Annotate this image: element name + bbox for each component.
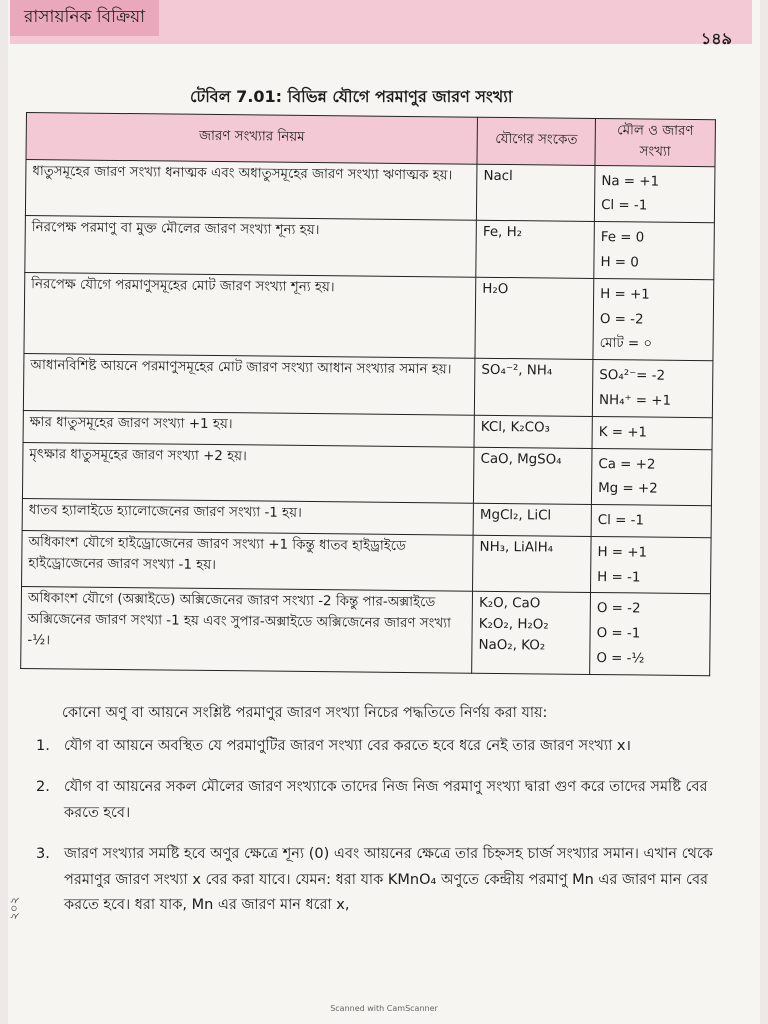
- step-item: [36, 775, 726, 826]
- chapter-title: রাসায়নিক বিক্রিয়া: [10, 0, 159, 36]
- oxidation-value-cell: [591, 448, 712, 506]
- rule-cell: নিরপেক্ষ যৌগে পরমাণুসমূহের মোট জারণ সংখ্যা শূন্য হয়।: [24, 272, 476, 358]
- oxidation-value: Cl = -1: [601, 198, 648, 214]
- oxidation-value-cell: [592, 416, 712, 449]
- step-number: 3.: [36, 846, 50, 863]
- formula-text: K₂O₂, H₂O₂: [478, 617, 549, 633]
- oxidation-value-cell: [594, 222, 715, 280]
- formula-text: SO₄⁻², NH₄: [481, 362, 553, 379]
- table-row: [25, 159, 715, 223]
- rule-cell: নিরপেক্ষ পরমাণু বা মুক্ত মৌলের জারণ সংখ্যা শূন্য হয়।: [25, 216, 477, 277]
- table-row: [24, 272, 714, 361]
- table-row: [22, 442, 712, 506]
- oxidation-value: H = -1: [597, 569, 641, 586]
- oxidation-value: Fe = 0: [600, 230, 645, 246]
- oxidation-value: O = -2: [596, 601, 641, 617]
- oxidation-value-cell: [592, 360, 713, 418]
- formula-cell: [474, 358, 593, 416]
- oxidation-value: O = -1: [596, 626, 641, 642]
- formula-cell: [474, 447, 593, 505]
- formula-cell: [474, 415, 592, 448]
- formula-cell: [476, 220, 595, 278]
- oxidation-value: O = -½: [596, 651, 645, 667]
- formula-cell: [475, 277, 594, 360]
- table-header-row: [26, 113, 715, 167]
- table-title: টেবিল 7.01: বিভিন্ন যৌগে পরমাণুর জারণ সংখ্যা: [190, 87, 513, 106]
- header-rule: জারণ সংখ্যার নিয়ম: [26, 113, 478, 164]
- rule-cell: অধিকাংশ যৌগে হাইড্রোজেনের জারণ সংখ্যা +1 কিন্তু ধাতব হাইড্রাইডে হাইড্রোজেনের জারণ সংখ্যা -1 হয়।: [22, 530, 474, 591]
- header-element: মৌল ও জারণ সংখ্যা: [595, 118, 715, 166]
- formula-text: KCl, K₂CO₃: [480, 419, 550, 436]
- oxidation-value: H = +1: [600, 286, 650, 303]
- step-text: জারণ সংখ্যার সমষ্টি হবে অণুর ক্ষেত্রে শূন্য (0) এবং আয়নের ক্ষেত্রে তার চিহ্নসহ চার্জ সংখ্যার সমান। এখান থেকে পরমাণুর জারণ সংখ্যা x বের করা যাবে। যেমন: ধরা যাক KMnO₄ অণুতে কেন্দ্রীয় পরমাণু Mn এর জারণ মান বের করতে হবে। ধরা যাক, Mn এর জারণ মান ধরো x,: [64, 846, 713, 913]
- table-body: [21, 159, 715, 676]
- formula-text: Nacl: [483, 168, 513, 184]
- oxidation-value: Ca = +2: [598, 456, 656, 473]
- rule-cell: ধাতব হ্যালাইডে হ্যালোজেনের জারণ সংখ্যা -1 হয়।: [22, 499, 473, 536]
- step-text: যৌগ বা আয়নের সকল মৌলের জারণ সংখ্যাকে তাদের নিজ নিজ পরমাণু সংখ্যা দ্বারা গুণ করে তাদের সমষ্টি বের করতে হবে।: [64, 779, 708, 821]
- table-row: [22, 530, 712, 594]
- step-text: যৌগ বা আয়নে অবস্থিত যে পরমাণুটির জারণ সংখ্যা বের করতে হবে ধরে নেই তার জারণ সংখ্যা x।: [64, 738, 631, 754]
- rule-cell: ক্ষার ধাতুসমূহের জারণ সংখ্যা +1 হয়।: [23, 410, 474, 447]
- formula-cell: [473, 503, 591, 536]
- formula-cell: [477, 164, 596, 222]
- oxidation-value: SO₄²⁻= -2: [599, 368, 666, 384]
- table-row: [23, 354, 713, 418]
- step-number: 1.: [36, 738, 50, 754]
- table-row: [21, 587, 711, 676]
- oxidation-value: H = +1: [597, 544, 648, 561]
- step-number: 2.: [36, 779, 50, 796]
- oxidation-number-table: [20, 112, 716, 676]
- formula-text: MgCl₂, LiCl: [479, 507, 552, 524]
- formula-text: Fe, H₂: [482, 224, 523, 241]
- formula-cell: [473, 535, 592, 593]
- rule-cell: মৃৎক্ষার ধাতুসমূহের জারণ সংখ্যা +2 হয়।: [22, 442, 474, 503]
- header-formula: যৌগের সংকেত: [477, 117, 595, 165]
- formula-text: K₂O, CaO: [478, 596, 541, 612]
- step-item: [36, 842, 726, 918]
- oxidation-value: Cl = -1: [597, 513, 645, 529]
- formula-text: NaO₂, KO₂: [478, 637, 546, 654]
- rule-cell: অধিকাংশ যৌগে (অক্সাইডে) অক্সিজেনের জারণ সংখ্যা -2 কিন্তু পার-অক্সাইডে অক্সিজেনের জারণ সংখ্যা -1 হয় এবং সুপার-অক্সাইডে অক্সিজেনের জারণ সংখ্যা -½।: [21, 587, 473, 673]
- rule-cell: ধাতুসমূহের জারণ সংখ্যা ধনাত্মক এবং অধাতুসমূহের জারণ সংখ্যা ঋণাত্মক হয়।: [25, 159, 477, 220]
- oxidation-value: H = 0: [600, 254, 639, 271]
- margin-note: ২০২: [7, 896, 21, 920]
- table-row: [25, 216, 715, 280]
- rule-cell: আধানবিশিষ্ট আয়নে পরমাণুসমূহের মোট জারণ সংখ্যা আধান সংখ্যার সমান হয়।: [23, 354, 475, 415]
- steps-list: [36, 734, 726, 934]
- oxidation-value: Na = +1: [601, 173, 660, 190]
- formula-text: NH₃, LiAlH₄: [479, 539, 554, 556]
- oxidation-value: O = -2: [599, 311, 644, 327]
- intro-text: কোনো অণু বা আয়নে সংশ্লিষ্ট পরমাণুর জারণ সংখ্যা নিচের পদ্ধতিতে নির্ণয় করা যায়:: [62, 705, 548, 721]
- oxidation-value: মোট = ০: [599, 336, 653, 352]
- formula-cell: [472, 592, 591, 675]
- formula-text: CaO, MgSO₄: [480, 451, 562, 468]
- oxidation-value-cell: [593, 278, 714, 361]
- formula-text: H₂O: [482, 281, 509, 297]
- page-number: ১৪৯: [700, 29, 732, 48]
- oxidation-value-cell: [590, 593, 711, 676]
- scanner-watermark: Scanned with CamScanner: [330, 1004, 438, 1013]
- oxidation-value: K = +1: [598, 424, 648, 441]
- oxidation-value-cell: [591, 505, 711, 538]
- oxidation-value-cell: [594, 165, 715, 223]
- step-item: [36, 734, 726, 759]
- oxidation-value: Mg = +2: [598, 481, 658, 497]
- oxidation-value: NH₄⁺ = +1: [598, 392, 672, 409]
- oxidation-value-cell: [591, 536, 712, 594]
